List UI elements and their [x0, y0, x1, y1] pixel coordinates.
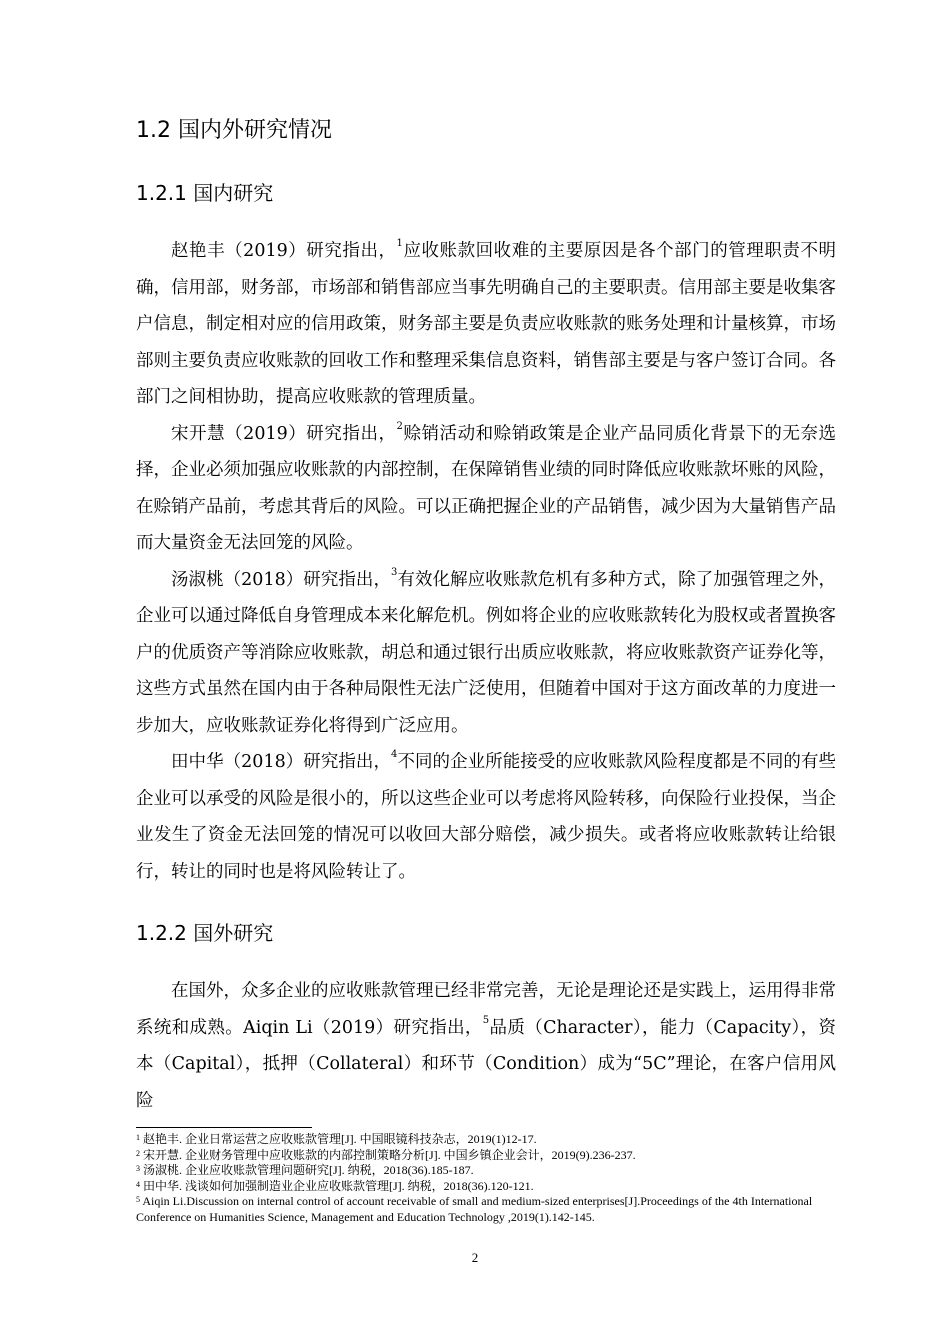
- paragraph-text: 不同的企业所能接受的应收账款风险程度都是不同的有些企业可以承受的风险是很小的，所以这些企业可以考虑将风险转移，向保险行业投保，当企业发生了资金无法回笼的情况可以收回大部分赔偿，减少损失。或者将应收账款转让给银行，转让的同时也是将风险转让了。: [136, 752, 837, 882]
- paragraph: [136, 416, 836, 562]
- footnote-number: 2: [136, 1148, 140, 1158]
- footnote-mark: 1: [396, 238, 403, 249]
- paragraph-lead: 汤淑桃（2018）研究指出，: [171, 569, 392, 590]
- footnote-text: 汤淑桃. 企业应收账款管理问题研究[J]. 纳税，2018(36).185-187.: [143, 1163, 474, 1177]
- footnote-text: 赵艳丰. 企业日常运营之应收账款管理[J]. 中国眼镜科技杂志，2019(1)12-17.: [143, 1132, 537, 1146]
- footnote-separator: [136, 1127, 312, 1128]
- footnote-mark: 2: [396, 420, 403, 432]
- footnote-mark: 5: [482, 1014, 490, 1026]
- footnote-mark: 4: [391, 749, 398, 760]
- section-title: 1.2 国内外研究情况: [136, 118, 332, 143]
- footnote-text: 宋开慧. 企业财务管理中应收账款的内部控制策略分析[J]. 中国乡镇企业会计，2019(9).236-237.: [143, 1147, 636, 1162]
- footnote-text: 田中华. 浅谈如何加强制造业企业应收账款管理[J]. 纳税，2018(36).120-121.: [143, 1178, 534, 1193]
- footnote: [136, 1148, 826, 1164]
- footnote-number: 3: [136, 1164, 140, 1173]
- subsection-heading-foreign: 1.2.2 国外研究: [136, 921, 274, 945]
- paragraph: [136, 973, 836, 1119]
- subsection-heading-domestic: 1.2.1 国内研究: [136, 181, 274, 205]
- paragraph: [136, 562, 836, 745]
- paragraph-lead: 在国外，众多企业的应收账款管理已经非常完善，无论是理论还是实践上，运用得非常系统和成熟。Aiqin Li（2019）研究指出，: [136, 981, 836, 1038]
- paragraph-lead: 田中华（2018）研究指出，: [171, 752, 392, 772]
- page-number: 2: [471, 1250, 479, 1265]
- domestic-research-text: [136, 233, 836, 890]
- paragraph: [136, 233, 836, 416]
- footnote-mark: 3: [391, 566, 398, 578]
- footnote: [136, 1194, 826, 1225]
- footnote-number: 4: [136, 1179, 140, 1189]
- footnote-number: 1: [136, 1133, 140, 1142]
- paragraph-text: 有效化解应收账款危机有多种方式，除了加强管理之外，企业可以通过降低自身管理成本来化解危机。例如将企业的应收账款转化为股权或者置换客户的优质资产等消除应收账款，胡总和通过银行出质应收账款，将应收账款资产证券化等，这些方式虽然在国内由于各种局限性无法广泛使用，但随着中国对于这方面改革的力度进一步加大，应收账款证券化将得到广泛应用。: [136, 569, 837, 736]
- footnote: [136, 1132, 826, 1148]
- paragraph-text: 赊销活动和赊销政策是企业产品同质化背景下的无奈选择，企业必须加强应收账款的内部控制，在保障销售业绩的同时降低应收账款坏账的风险，在赊销产品前，考虑其背后的风险。可以正确把握企业的产品销售，减少因为大量销售产品而大量资金无法回笼的风险。: [136, 423, 836, 553]
- footnote: [136, 1163, 826, 1179]
- footnote: [136, 1179, 826, 1195]
- paragraph-lead: 赵艳丰（2019）研究指出，: [171, 241, 397, 261]
- paragraph-text: 品质（Character），能力（Capacity），资本（Capital），抵押（Collateral）和环节（Condition）成为“5C”理论，在客户信用风险: [136, 1017, 836, 1111]
- foreign-research-text: [136, 973, 836, 1119]
- footnote-number: 5: [136, 1195, 140, 1204]
- footnote-text: Aiqin Li.Discussion on internal control of account receivable of small and medium-sized enterprises[J].Proceedings of the 4th International Conference on Humanities Science, Management and Education Technology ,2019(1).142-145.: [136, 1194, 813, 1224]
- paragraph-lead: 宋开慧（2019）研究指出，: [171, 423, 397, 444]
- paragraph-text: 应收账款回收难的主要原因是各个部门的管理职责不明确，信用部，财务部，市场部和销售部应当事先明确自己的主要职责。信用部主要是收集客户信息，制定相对应的信用政策，财务部主要是负责应收账款的账务处理和计量核算，市场部则主要负责应收账款的回收工作和整理采集信息资料，销售部主要是与客户签订合同。各部门之间相协助，提高应收账款的管理质量。: [136, 241, 836, 407]
- footnotes: [136, 1132, 826, 1225]
- paragraph: [136, 744, 836, 890]
